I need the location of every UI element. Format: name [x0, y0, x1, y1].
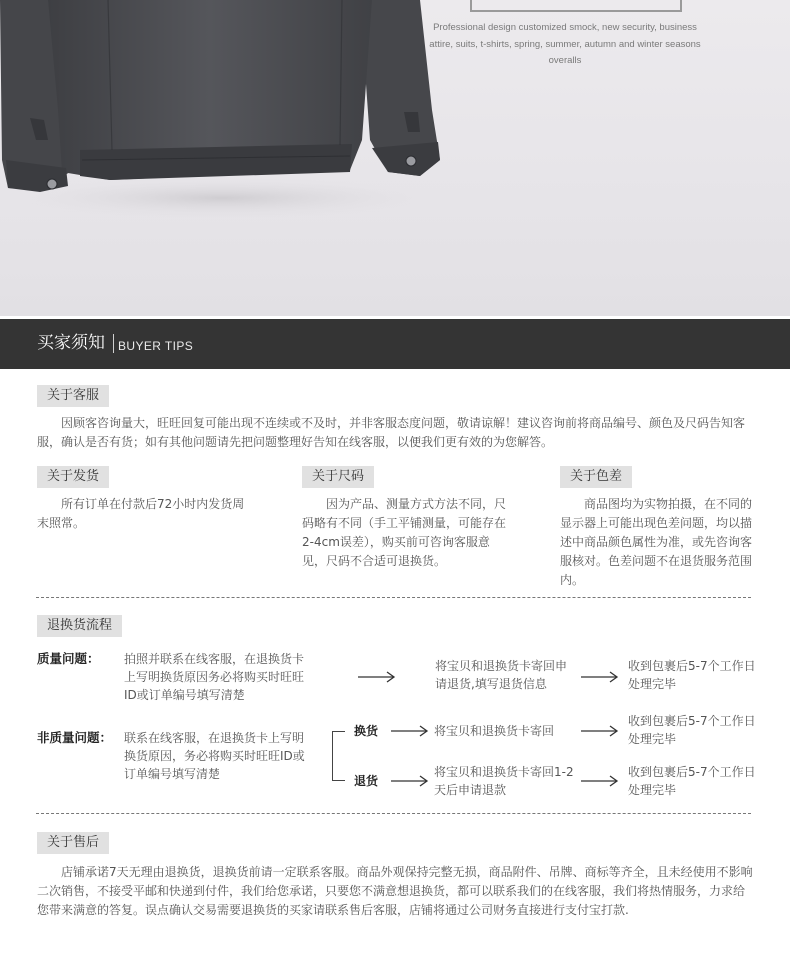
- divider-1: [36, 597, 751, 598]
- color-tag: 关于色差: [560, 466, 632, 488]
- buyer-tips-banner: [0, 319, 790, 369]
- color-text: 商品图均为实物拍摄，在不同的显示器上可能出现色差问题，均以描述中商品颜色属性为准，或先咨询客服核对。色差问题不在退货服务范围内。: [560, 497, 753, 587]
- customer-service-text: 因顾客咨询量大，旺旺回复可能出现不连续或不及时，并非客服态度问题，敬请谅解！建议咨询前将商品编号、颜色及尺码告知客服，确认是否有货；如有其他问题请先把问题整理好告知在线客服，以便我们更有效的为您解答。: [37, 416, 746, 449]
- arrow-right-icon: [390, 724, 430, 738]
- exchange-label: 换货: [354, 724, 379, 738]
- quality-step-process: 收到包裹后5-7个工作日处理完毕: [628, 659, 756, 691]
- arrow-right-icon: [357, 670, 397, 684]
- arrow-right-icon: [580, 724, 620, 738]
- refund-step-send: 将宝贝和退换货卡寄回1-2天后申请退款: [434, 765, 574, 797]
- hero-caption: Professional design customized smock, new security, business attire, suits, t-shirts, spring, summer, autumn and winter seasons overalls: [429, 22, 701, 66]
- refund-step-process: 收到包裹后5-7个工作日处理完毕: [628, 765, 756, 797]
- exchange-step-process: 收到包裹后5-7个工作日处理完毕: [628, 714, 756, 746]
- after-sales-text: 店铺承诺7天无理由退换货，退换货前请一定联系客服。商品外观保持完整无损，商品附件、吊牌、商标等齐全，且未经使用不影响二次销售，不接受平邮和快递到付件，我们给您承诺，只要您不满意想退换货，都可以联系我们的在线客服，我们将热情服务，力求给您带来满意的答复。误点确认交易需要退换货的买家请联系售后客服，店铺将通过公司财务直接进行支付宝打款.: [37, 865, 753, 917]
- non-quality-issue-label: 非质量问题：: [37, 730, 113, 745]
- refund-label: 退货: [354, 774, 379, 788]
- divider-2: [36, 813, 751, 814]
- caption-frame: [470, 0, 682, 12]
- exchange-step-send: 将宝贝和退换货卡寄回: [434, 724, 555, 738]
- banner-divider: [113, 334, 114, 353]
- shipping-tag: 关于发货: [37, 466, 109, 488]
- customer-service-tag: 关于客服: [37, 385, 109, 407]
- banner-title-zh: 买家须知: [37, 333, 105, 353]
- arrow-right-icon: [390, 774, 430, 788]
- flow-bracket: [332, 731, 345, 781]
- after-sales-tag: 关于售后: [37, 832, 109, 854]
- size-text: 因为产品、测量方式方法不同，尺码略有不同（手工平铺测量，可能存在2-4cm误差），购买前可咨询客服意见，尺码不合适可退换货。: [302, 497, 507, 568]
- banner-title-en: BUYER TIPS: [118, 339, 194, 353]
- quality-step-contact: 拍照并联系在线客服，在退换货卡上写明换货原因务必将购买时旺旺ID或订单编号填写清楚: [124, 652, 305, 702]
- shipping-text: 所有订单在付款后72小时内发货周末照常。: [37, 497, 245, 530]
- quality-step-send: 将宝贝和退换货卡寄回申请退货,填写退货信息: [435, 659, 568, 691]
- size-tag: 关于尺码: [302, 466, 374, 488]
- returns-flow-tag: 退换货流程: [37, 615, 122, 637]
- non-quality-step-contact: 联系在线客服，在退换货卡上写明换货原因，务必将购买时旺旺ID或订单编号填写清楚: [124, 731, 305, 781]
- quality-issue-label: 质量问题：: [37, 651, 100, 666]
- product-photo: [0, 0, 790, 316]
- arrow-right-icon: [580, 774, 620, 788]
- arrow-right-icon: [580, 670, 620, 684]
